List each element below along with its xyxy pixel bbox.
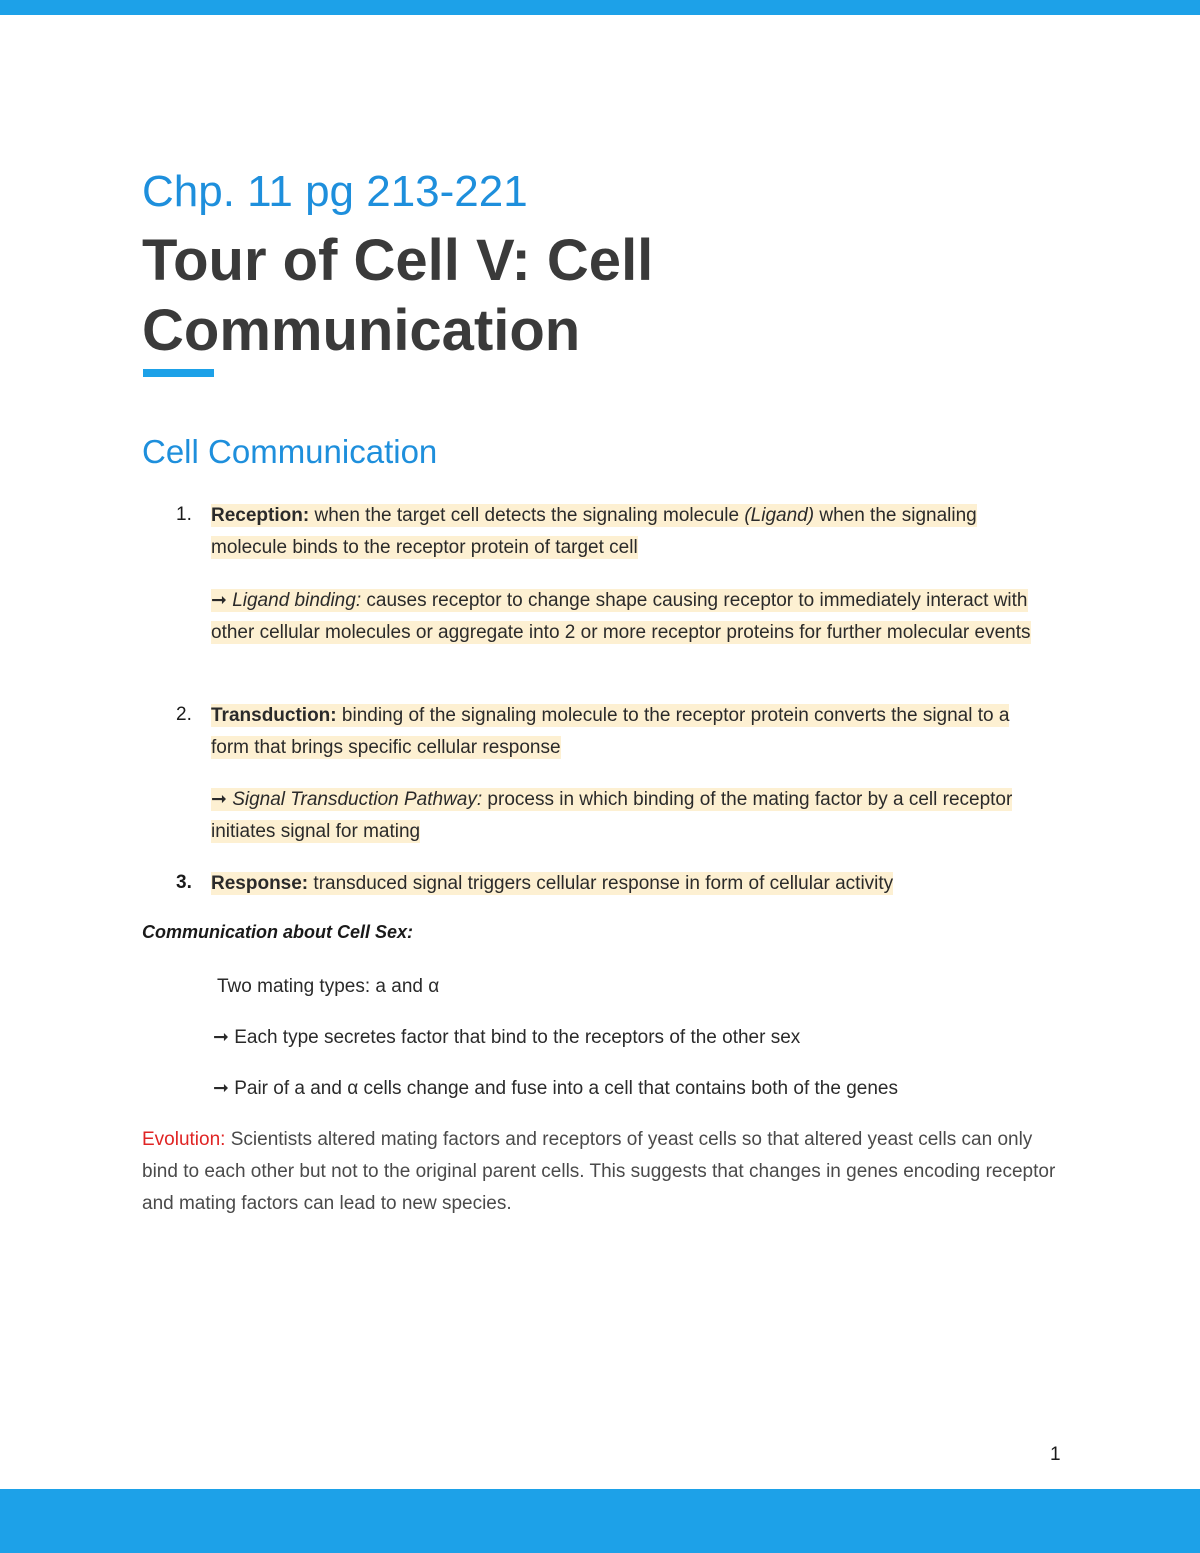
step-2-term: Transduction:	[211, 705, 337, 726]
mating-types-line: Two mating types: a and α	[217, 976, 440, 997]
arrow-icon: ➞	[211, 590, 233, 611]
page-number: 1	[1050, 1444, 1061, 1465]
fusion-line: ➞ Pair of a and α cells change and fuse into a cell that contains both of the genes	[213, 1078, 898, 1099]
bottom-accent-bar	[0, 1489, 1200, 1553]
step-2-number: 2.	[176, 704, 192, 725]
step-3-term: Response:	[211, 873, 309, 894]
secretion-line: ➞ Each type secretes factor that bind to the receptors of the other sex	[213, 1027, 801, 1048]
evolution-label: Evolution:	[142, 1129, 226, 1150]
step-3-text: Response: transduced signal triggers cellular response in form of cellular activity	[211, 873, 894, 894]
step-3-number: 3.	[176, 872, 192, 893]
chapter-subtitle: Chp. 11 pg 213-221	[142, 167, 528, 216]
step-1-number: 1.	[176, 504, 192, 525]
page-title: Tour of Cell V: Cell Communication	[142, 228, 654, 363]
cell-sex-heading: Communication about Cell Sex:	[142, 922, 414, 942]
section-heading: Cell Communication	[142, 433, 438, 470]
step-2-text: Transduction: binding of the signaling molecule to the receptor protein converts the signal to a form that brings specific cellular response	[211, 705, 1010, 758]
step-1-text: Reception: when the target cell detects the signaling molecule (Ligand) when the signaling molecule binds to the receptor protein of target cell	[211, 505, 977, 558]
step-2-subpoint: ➞ Signal Transduction Pathway: process in which binding of the mating factor by a cell receptor initiates signal for mating	[211, 789, 1013, 842]
top-accent-bar	[0, 0, 1200, 15]
evolution-paragraph: Evolution: Scientists altered mating factors and receptors of yeast cells so that altered yeast cells can only bind to each other but not to the original parent cells. This suggests that changes in genes encoding receptor and mating factors can lead to new species.	[142, 1129, 1056, 1214]
arrow-icon: ➞	[211, 789, 233, 810]
step-1-term: Reception:	[211, 505, 310, 526]
step-1-subpoint: ➞ Ligand binding: causes receptor to change shape causing receptor to immediately interact with other cellular molecules or aggregate into 2 or more receptor proteins for further molecular events	[211, 590, 1031, 643]
title-underline	[143, 369, 214, 377]
